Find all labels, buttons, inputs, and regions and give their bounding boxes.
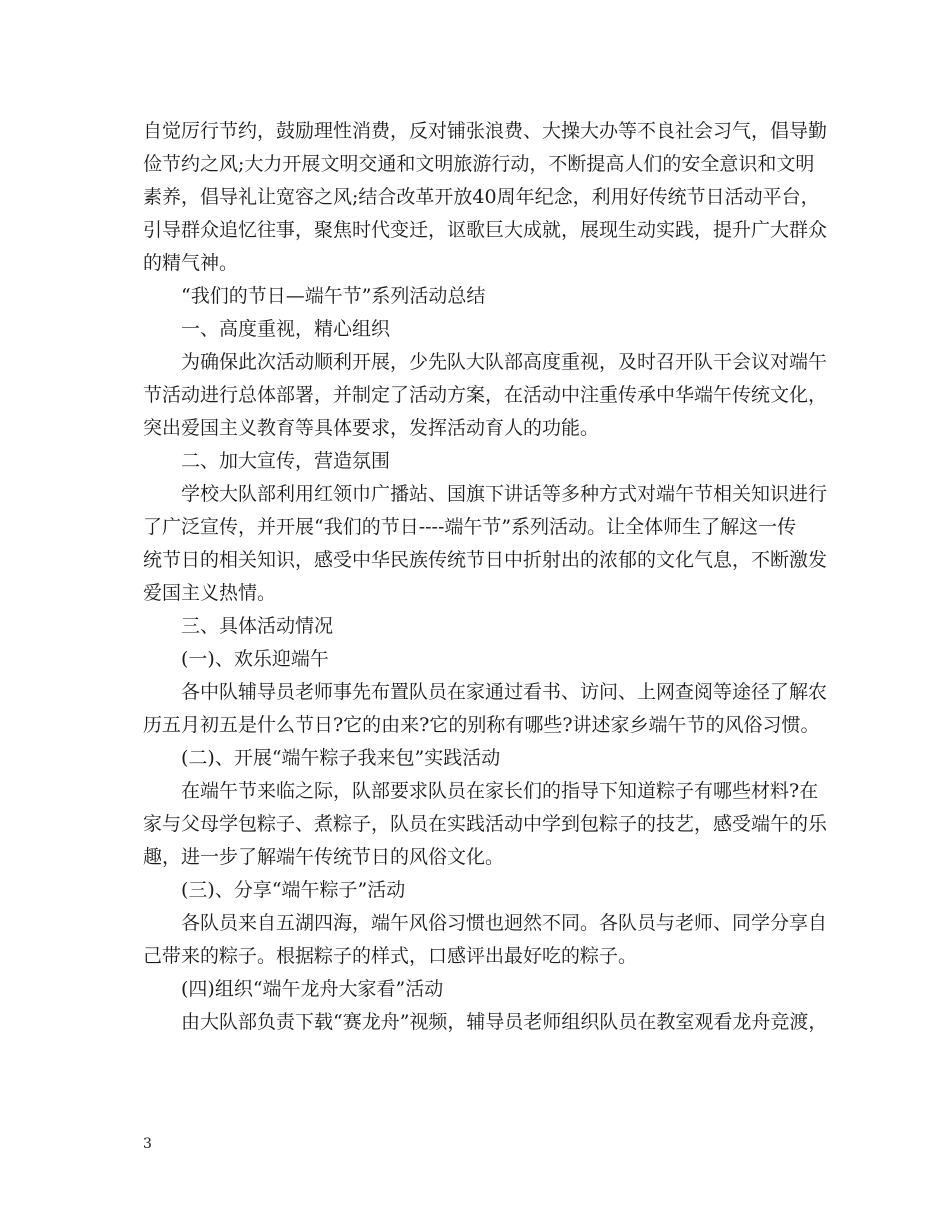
paragraph	[143, 445, 823, 478]
text-line: 爱国主义热情。	[143, 582, 277, 604]
text-line: 由大队部负责下载“赛龙舟”视频，辅导员老师组织队员在教室观看龙舟竞渡，	[181, 1011, 828, 1033]
paragraph	[143, 610, 823, 643]
text-line: 节活动进行总体部署，并制定了活动方案，在活动中注重传承中华端午传统文化，	[143, 384, 828, 406]
text-line: 己带来的粽子。根据粽子的样式，口感评出最好吃的粽子。	[143, 945, 638, 967]
text-line: 趣，进一步了解端午传统节日的风俗文化。	[143, 846, 505, 868]
text-line: 的精气神。	[143, 252, 239, 274]
paragraph	[143, 346, 828, 445]
paragraph	[143, 115, 828, 280]
paragraph	[143, 775, 828, 874]
paragraph	[143, 874, 823, 907]
text-line: 自觉厉行节约，鼓励理性消费，反对铺张浪费、大操大办等不良社会习气，倡导勤	[143, 120, 828, 142]
text-line: 为确保此次活动顺利开展，少先队大队部高度重视，及时召开队干会议对端午	[181, 351, 828, 373]
paragraph	[143, 907, 828, 973]
paragraph	[143, 280, 823, 313]
text-line: 在端午节来临之际，队部要求队员在家长们的指导下知道粽子有哪些材料?在	[181, 780, 819, 802]
paragraph	[143, 973, 823, 1006]
text-line: 历五月初五是什么节日?它的由来?它的别称有哪些?讲述家乡端午节的风俗习惯。	[143, 714, 820, 736]
text-line: (三)、分享“端午粽子”活动	[181, 879, 406, 901]
paragraph	[143, 676, 828, 742]
text-line: 三、具体活动情况	[181, 615, 334, 637]
text-line: 各中队辅导员老师事先布置队员在家通过看书、访问、上网查阅等途径了解农	[181, 681, 828, 703]
text-line: (四)组织“端午龙舟大家看”活动	[181, 978, 444, 1000]
text-line: 二、加大宣传，营造氛围	[181, 450, 391, 472]
text-line: 俭节约之风;大力开展文明交通和文明旅游行动，不断提高人们的安全意识和文明	[143, 153, 815, 175]
text-line: 了广泛宣传，并开展“我们的节日----端午节”系列活动。让全体师生了解这一传	[143, 516, 797, 538]
text-line: 素养，倡导礼让宽容之风;结合改革开放40周年纪念，利用好传统节日活动平台，	[143, 186, 820, 208]
document-body	[143, 115, 828, 1039]
paragraph	[143, 643, 823, 676]
text-line: 一、高度重视，精心组织	[181, 318, 391, 340]
text-line: 统节日的相关知识，感受中华民族传统节日中折射出的浓郁的文化气息，不断激发	[143, 549, 828, 571]
page-number: 3	[143, 1136, 152, 1152]
paragraph	[143, 313, 823, 346]
text-line: (二)、开展“端午粽子我来包”实践活动	[181, 747, 501, 769]
paragraph	[143, 742, 823, 775]
paragraph	[143, 1006, 828, 1039]
text-line: “我们的节日—端午节”系列活动总结	[181, 285, 486, 307]
text-line: 家与父母学包粽子、煮粽子，队员在实践活动中学到包粽子的技艺，感受端午的乐	[143, 813, 828, 835]
text-line: 各队员来自五湖四海，端午风俗习惯也迥然不同。各队员与老师、同学分享自	[181, 912, 828, 934]
paragraph	[143, 478, 828, 610]
text-line: 引导群众追忆往事，聚焦时代变迁，讴歌巨大成就，展现生动实践，提升广大群众	[143, 219, 828, 241]
text-line: 突出爱国主义教育等具体要求，发挥活动育人的功能。	[143, 417, 600, 439]
text-line: (一)、欢乐迎端午	[181, 648, 329, 670]
text-line: 学校大队部利用红领巾广播站、国旗下讲话等多种方式对端午节相关知识进行	[181, 483, 828, 505]
